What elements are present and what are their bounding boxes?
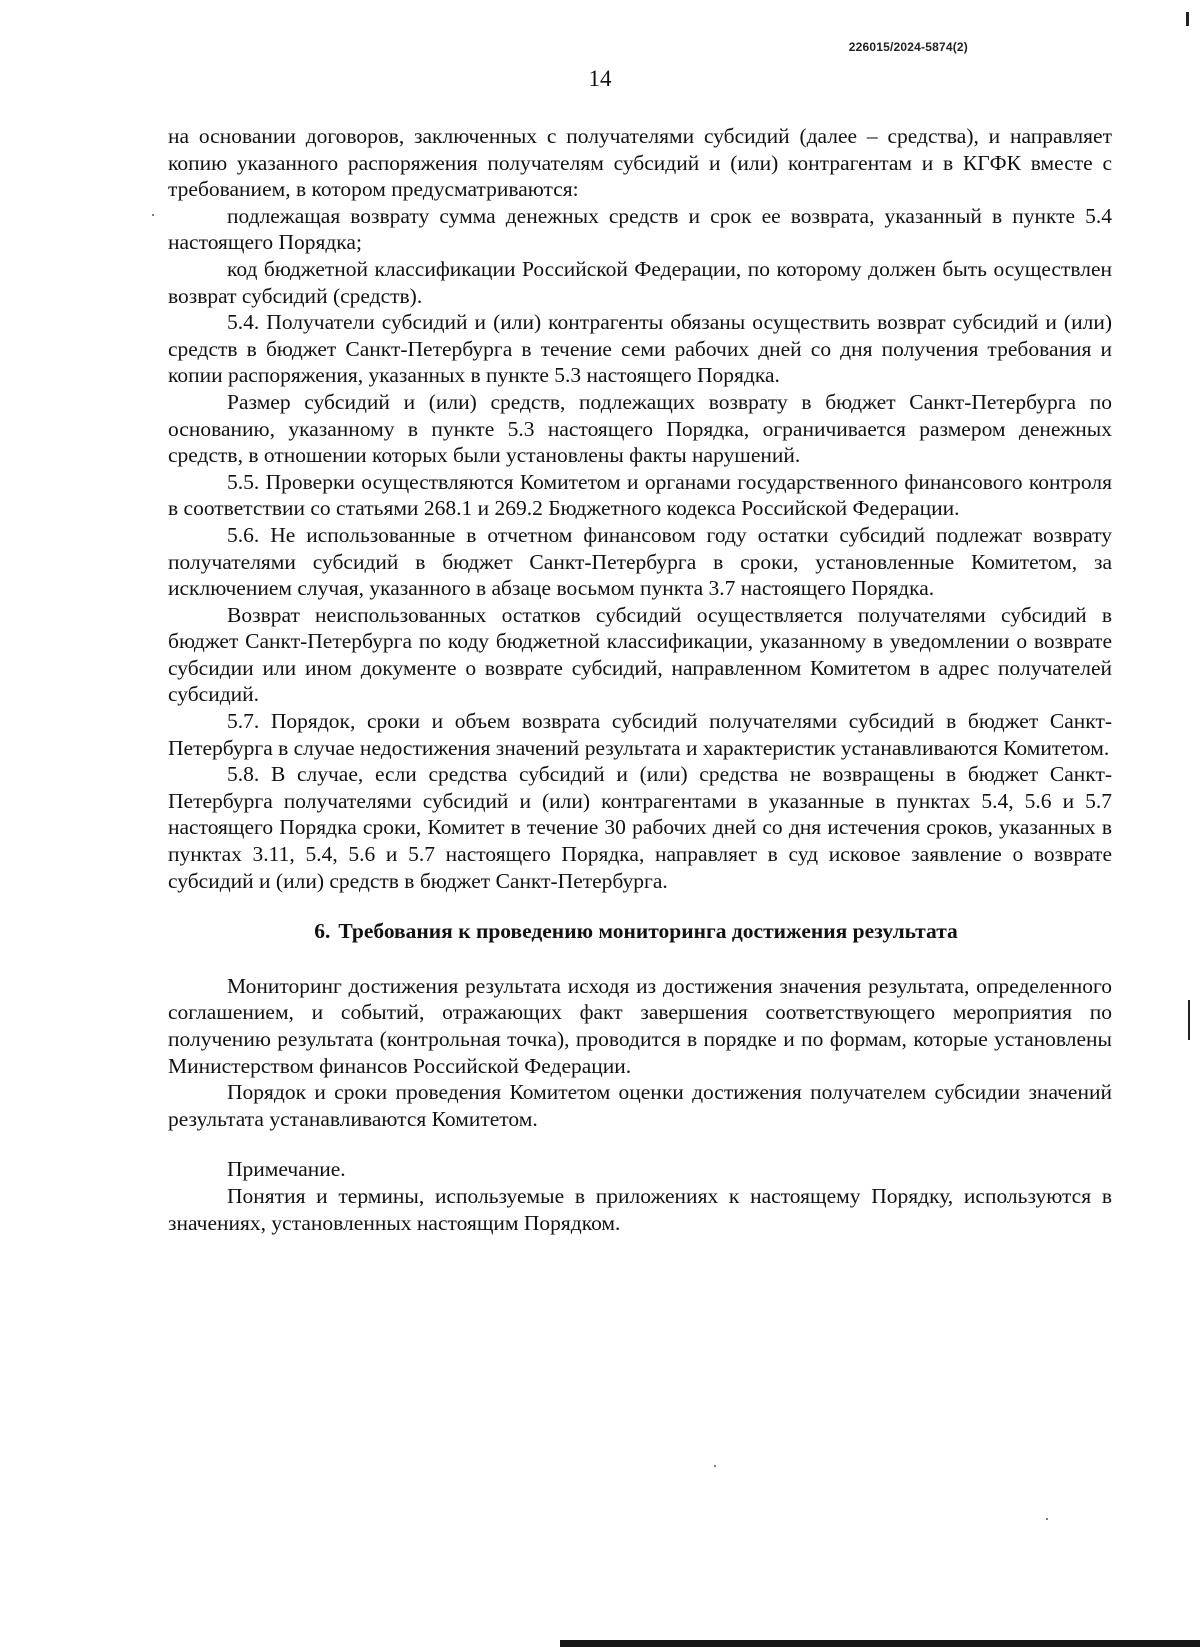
scan-edge-mark	[1186, 12, 1189, 26]
paragraph-return-amount: подлежащая возврату сумма денежных средств и срок ее возврата, указанный в пункте 5.4 настоящего Порядка;	[168, 203, 1112, 255]
section-6-heading	[168, 918, 1112, 945]
paragraph-clause-5-4: 5.4. Получатели субсидий и (или) контрагенты обязаны осуществить возврат субсидий и (или) средств в бюджет Санкт-Петербурга в течение семи рабочих дней со дня получения требования и копии распоряжения, указанных в пункте 5.3 настоящего Порядка.	[168, 310, 1112, 388]
note-label: Примечание.	[227, 1157, 346, 1182]
paragraph-clause-5-6: 5.6. Не использованные в отчетном финансовом году остатки субсидий подлежат возврату получателями субсидий в бюджет Санкт-Петербурга в сроки, установленные Комитетом, за исключением случая, указанного в абзаце восьмом пункта 3.7 настоящего Порядка.	[168, 522, 1112, 601]
paragraph-evaluation-procedure: Порядок и сроки проведения Комитетом оценки достижения получателем субсидии значений результата устанавливаются Комитетом.	[168, 1080, 1112, 1131]
scan-speck	[714, 1465, 716, 1467]
scan-edge-mark	[1188, 1000, 1190, 1040]
section-6-number: 6.	[314, 919, 331, 944]
paragraph-budget-code: код бюджетной классификации Российской Федерации, по которому должен быть осуществлен возврат субсидий (средств).	[168, 256, 1112, 308]
paragraph-monitoring: Мониторинг достижения результата исходя из достижения значения результата, определенного соглашением, и событий, отражающих факт завершения соответствующего мероприятия по получению результата (контрольная точка), проводится в порядке и по формам, которые установлены Министерством финансов Российской Федерации.	[168, 973, 1112, 1078]
paragraph-clause-5-7: 5.7. Порядок, сроки и объем возврата субсидий получателями субсидий в бюджет Санкт-Петербурга в случае недостижения значений результата и характеристик устанавливаются Комитетом.	[168, 709, 1112, 760]
page-number: 14	[588, 66, 612, 91]
note-block	[168, 1156, 1112, 1236]
paragraph-clause-5-8: 5.8. В случае, если средства субсидий и (или) средства не возвращены в бюджет Санкт-Петербурга получателями субсидий и (или) контрагентами в указанные в пунктах 5.4, 5.6 и 5.7 настоящего Порядка сроки, Комитет в течение 30 рабочих дней со дня истечения сроков, указанных в пунктах 3.11, 5.4, 5.6 и 5.7 настоящего Порядка, направляет в суд исковое заявление о возврате субсидий и (или) средств в бюджет Санкт-Петербурга.	[168, 762, 1112, 893]
paragraph-continuation: на основании договоров, заключенных с получателями субсидий (далее – средства), и направляет копию указанного распоряжения получателям субсидий и (или) контрагентам и в КГФК вместе с требованием, в котором предусматриваются:	[168, 124, 1112, 202]
paragraph-unused-balance-return: Возврат неиспользованных остатков субсидий осуществляется получателями субсидий в бюджет Санкт-Петербурга по коду бюджетной классификации, указанному в уведомлении о возврате субсидии или ином документе о возврате субсидий, направленном Комитетом в адрес получателей субсидий.	[168, 602, 1112, 707]
document-body	[168, 123, 1112, 1236]
scan-speck	[1046, 1518, 1048, 1520]
scan-speck	[152, 214, 154, 216]
scan-bottom-edge	[560, 1640, 1200, 1647]
note-text: Понятия и термины, используемые в приложениях к настоящему Порядку, используются в значениях, установленных настоящим Порядком.	[168, 1183, 1112, 1235]
document-registration-number: 226015/2024-5874(2)	[848, 40, 968, 54]
section-6-title: Требования к проведению мониторинга достижения результата	[338, 919, 958, 944]
paragraph-return-size: Размер субсидий и (или) средств, подлежащих возврату в бюджет Санкт-Петербурга по основанию, указанному в пункте 5.3 настоящего Порядка, ограничивается размером денежных средств, в отношении которых были установлены факты нарушений.	[168, 389, 1112, 468]
paragraph-clause-5-5: 5.5. Проверки осуществляются Комитетом и органами государственного финансового контроля в соответствии со статьями 268.1 и 269.2 Бюджетного кодекса Российской Федерации.	[168, 469, 1112, 521]
